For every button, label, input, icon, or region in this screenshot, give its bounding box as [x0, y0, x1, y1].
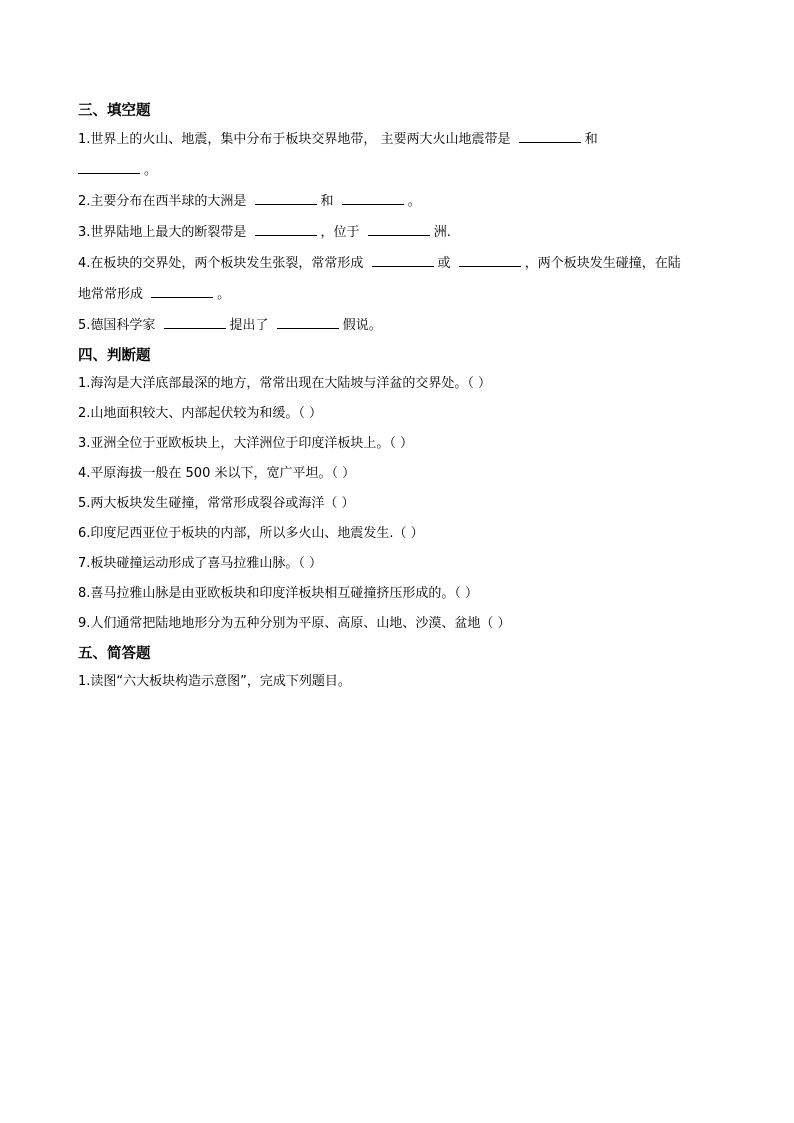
- judge-item-7: 7.板块碰撞运动形成了喜马拉雅山脉。（ ）: [78, 556, 323, 571]
- answer-blank[interactable]: [255, 191, 317, 205]
- section-title-fill-in: 三、填空题: [78, 103, 151, 119]
- answer-blank[interactable]: [277, 315, 339, 329]
- answer-blank[interactable]: [151, 284, 213, 298]
- judge-item-9: 9.人们通常把陆地地形分为五种分别为平原、高原、山地、沙漠、盆地（ ）: [78, 616, 511, 631]
- question-text: 或: [437, 256, 451, 271]
- judge-item-1: 1.海沟是大洋底部最深的地方，常常出现在大陆坡与洋盆的交界处。（ ）: [78, 376, 492, 391]
- answer-blank[interactable]: [164, 315, 226, 329]
- judge-item-8: 8.喜马拉雅山脉是由亚欧板块和印度洋板块相互碰撞挤压形成的。（ ）: [78, 586, 479, 601]
- judge-item-2: 2.山地面积较大、内部起伏较为和缓。（ ）: [78, 406, 323, 421]
- fill-question-2: [78, 186, 728, 217]
- judge-item-5: 5.两大板块发生碰撞，常常形成裂谷或海洋（ ）: [78, 496, 355, 511]
- fill-question-4-cont: [78, 279, 728, 310]
- fill-question-5: [78, 310, 728, 341]
- worksheet-page: [78, 98, 728, 697]
- question-text: 1.世界上的火山、地震，集中分布于板块交界地带， 主要两大火山地震带是: [78, 132, 511, 147]
- question-text: 2.主要分布在西半球的大洲是: [78, 194, 247, 209]
- question-text: 。: [407, 194, 421, 209]
- question-text: 4.在板块的交界处，两个板块发生张裂，常常形成: [78, 256, 364, 271]
- question-text: 。: [144, 163, 158, 178]
- answer-blank[interactable]: [519, 129, 581, 143]
- question-text: 地常常形成: [78, 287, 144, 302]
- question-text: ，位于: [320, 225, 360, 240]
- short-answer-question-1: 1.读图“六大板块构造示意图”，完成下列题目。: [78, 674, 351, 689]
- fill-question-3: [78, 217, 728, 248]
- question-text: 。: [217, 287, 231, 302]
- answer-blank[interactable]: [372, 253, 434, 267]
- question-text: 洲.: [433, 225, 451, 240]
- section-title-true-false: 四、判断题: [78, 348, 151, 364]
- question-text: 5.德国科学家: [78, 318, 156, 333]
- answer-blank[interactable]: [459, 253, 521, 267]
- answer-blank[interactable]: [255, 222, 317, 236]
- question-text: ，两个板块发生碰撞，在陆: [524, 256, 681, 271]
- answer-blank[interactable]: [78, 160, 140, 174]
- question-text: 提出了: [229, 318, 269, 333]
- fill-question-4: [78, 248, 728, 279]
- question-text: 和: [584, 132, 598, 147]
- judge-item-4: 4.平原海拔一般在 500 米以下，宽广平坦。（ ）: [78, 466, 356, 481]
- question-text: 假说。: [342, 318, 382, 333]
- question-text: 和: [320, 194, 334, 209]
- fill-question-1-cont: [78, 155, 728, 186]
- judge-item-3: 3.亚洲全位于亚欧板块上，大洋洲位于印度洋板块上。（ ）: [78, 436, 414, 451]
- section-title-short-answer: 五、简答题: [78, 646, 151, 662]
- answer-blank[interactable]: [368, 222, 430, 236]
- question-text: 3.世界陆地上最大的断裂带是: [78, 225, 247, 240]
- answer-blank[interactable]: [342, 191, 404, 205]
- fill-question-1: [78, 124, 728, 155]
- judge-item-6: 6.印度尼西亚位于板块的内部，所以多火山、地震发生.（ ）: [78, 526, 424, 541]
